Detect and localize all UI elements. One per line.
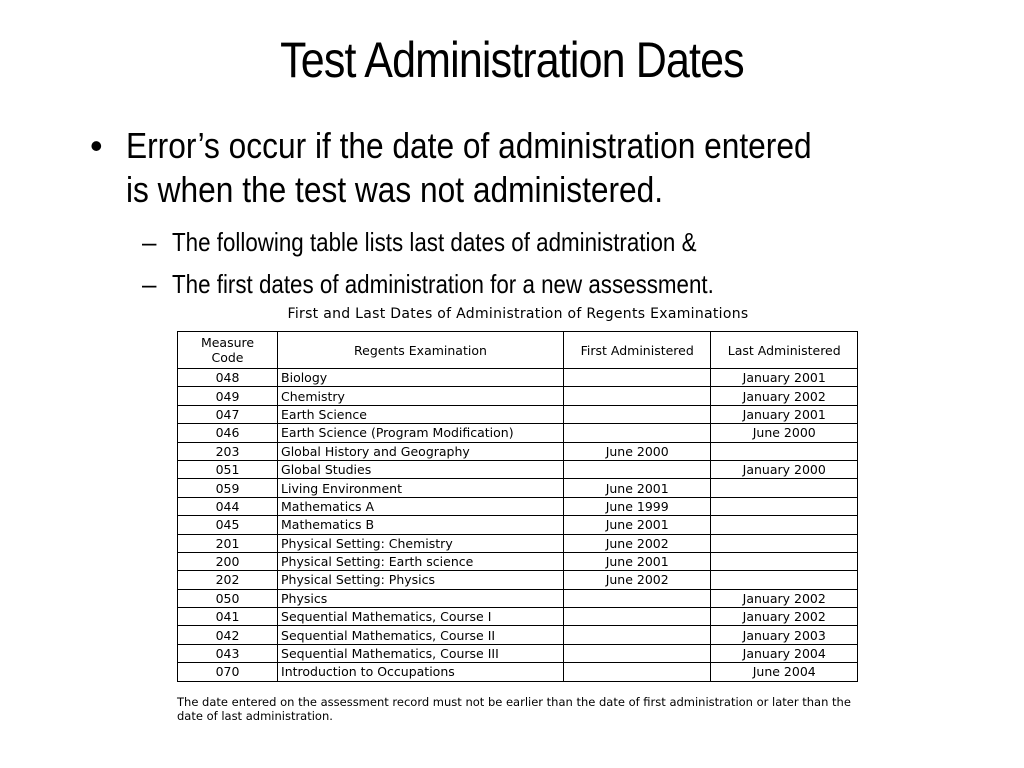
cell-examination: Living Environment — [278, 479, 564, 497]
cell-last-administered: January 2002 — [711, 608, 858, 626]
sub-bullet-1-text: The following table lists last dates of administration & — [172, 227, 697, 257]
cell-first-administered: June 2001 — [563, 479, 711, 497]
table-row — [178, 534, 858, 552]
cell-examination: Earth Science (Program Modification) — [278, 424, 564, 442]
cell-last-administered: January 2002 — [711, 589, 858, 607]
cell-last-administered: January 2003 — [711, 626, 858, 644]
cell-last-administered — [711, 534, 858, 552]
cell-examination: Mathematics A — [278, 497, 564, 515]
cell-first-administered — [563, 589, 711, 607]
table-row — [178, 387, 858, 405]
cell-measure-code: 044 — [178, 497, 278, 515]
cell-examination: Sequential Mathematics, Course III — [278, 644, 564, 662]
cell-last-administered: January 2001 — [711, 369, 858, 387]
table-row — [178, 460, 858, 478]
cell-last-administered: January 2001 — [711, 405, 858, 423]
cell-last-administered — [711, 516, 858, 534]
cell-examination: Physics — [278, 589, 564, 607]
table-header-row — [178, 332, 858, 369]
cell-first-administered: June 2000 — [563, 442, 711, 460]
table-row — [178, 516, 858, 534]
header-first-administered: First Administered — [563, 332, 711, 369]
cell-measure-code: 049 — [178, 387, 278, 405]
cell-first-administered: June 2002 — [563, 571, 711, 589]
cell-first-administered — [563, 663, 711, 681]
cell-measure-code: 050 — [178, 589, 278, 607]
table-body — [178, 369, 858, 682]
bullet-marker: • — [90, 125, 103, 166]
sub-bullet-2-text: The first dates of administration for a new assessment. — [172, 269, 714, 299]
cell-examination: Global Studies — [278, 460, 564, 478]
table-row — [178, 626, 858, 644]
cell-measure-code: 048 — [178, 369, 278, 387]
cell-last-administered — [711, 479, 858, 497]
table-row — [178, 424, 858, 442]
cell-measure-code: 203 — [178, 442, 278, 460]
cell-first-administered — [563, 369, 711, 387]
cell-examination: Physical Setting: Chemistry — [278, 534, 564, 552]
cell-last-administered — [711, 552, 858, 570]
table-row — [178, 571, 858, 589]
cell-last-administered — [711, 442, 858, 460]
cell-measure-code: 201 — [178, 534, 278, 552]
table-row — [178, 479, 858, 497]
cell-first-administered — [563, 626, 711, 644]
table-row — [178, 442, 858, 460]
cell-measure-code: 043 — [178, 644, 278, 662]
cell-measure-code: 070 — [178, 663, 278, 681]
main-bullet-line-2: is when the test was not administered. — [126, 169, 664, 210]
table-row — [178, 369, 858, 387]
cell-examination: Physical Setting: Earth science — [278, 552, 564, 570]
cell-last-administered: January 2004 — [711, 644, 858, 662]
cell-first-administered: June 2001 — [563, 516, 711, 534]
cell-examination: Biology — [278, 369, 564, 387]
cell-measure-code: 200 — [178, 552, 278, 570]
cell-first-administered: June 1999 — [563, 497, 711, 515]
cell-examination: Introduction to Occupations — [278, 663, 564, 681]
cell-last-administered: June 2000 — [711, 424, 858, 442]
table-row — [178, 663, 858, 681]
table-row — [178, 552, 858, 570]
cell-measure-code: 051 — [178, 460, 278, 478]
cell-examination: Sequential Mathematics, Course II — [278, 626, 564, 644]
cell-last-administered: January 2000 — [711, 460, 858, 478]
cell-first-administered — [563, 424, 711, 442]
cell-measure-code: 202 — [178, 571, 278, 589]
regents-dates-table — [177, 331, 858, 682]
cell-measure-code: 059 — [178, 479, 278, 497]
header-last-administered: Last Administered — [711, 332, 858, 369]
header-measure-code — [178, 332, 278, 369]
cell-examination: Earth Science — [278, 405, 564, 423]
cell-first-administered — [563, 608, 711, 626]
cell-measure-code: 041 — [178, 608, 278, 626]
cell-last-administered: January 2002 — [711, 387, 858, 405]
cell-first-administered — [563, 644, 711, 662]
cell-measure-code: 047 — [178, 405, 278, 423]
table-caption: First and Last Dates of Administration of Regents Examinations — [287, 306, 749, 322]
header-measure-code-line-1: Measure — [200, 335, 255, 350]
cell-last-administered: June 2004 — [711, 663, 858, 681]
cell-first-administered — [563, 460, 711, 478]
slide-title: Test Administration Dates — [280, 32, 744, 88]
cell-measure-code: 042 — [178, 626, 278, 644]
cell-last-administered — [711, 497, 858, 515]
cell-examination: Sequential Mathematics, Course I — [278, 608, 564, 626]
main-bullet-line-1: Error’s occur if the date of administration entered — [126, 125, 812, 166]
cell-examination: Physical Setting: Physics — [278, 571, 564, 589]
cell-first-administered — [563, 405, 711, 423]
cell-first-administered: June 2002 — [563, 534, 711, 552]
table-row — [178, 589, 858, 607]
sub-bullet-2-dash: – — [142, 269, 157, 299]
cell-last-administered — [711, 571, 858, 589]
cell-first-administered — [563, 387, 711, 405]
main-bullet-text — [126, 124, 883, 212]
table-row — [178, 644, 858, 662]
sub-bullet-1-dash: – — [142, 227, 157, 257]
cell-first-administered: June 2001 — [563, 552, 711, 570]
cell-examination: Global History and Geography — [278, 442, 564, 460]
table-footnote: The date entered on the assessment record must not be earlier than the date of first administration or later than the date of last administration. — [177, 695, 851, 723]
cell-measure-code: 045 — [178, 516, 278, 534]
cell-measure-code: 046 — [178, 424, 278, 442]
header-measure-code-line-2: Code — [211, 350, 244, 365]
cell-examination: Chemistry — [278, 387, 564, 405]
header-regents-examination: Regents Examination — [278, 332, 564, 369]
table-row — [178, 405, 858, 423]
table-row — [178, 497, 858, 515]
table-row — [178, 608, 858, 626]
cell-examination: Mathematics B — [278, 516, 564, 534]
